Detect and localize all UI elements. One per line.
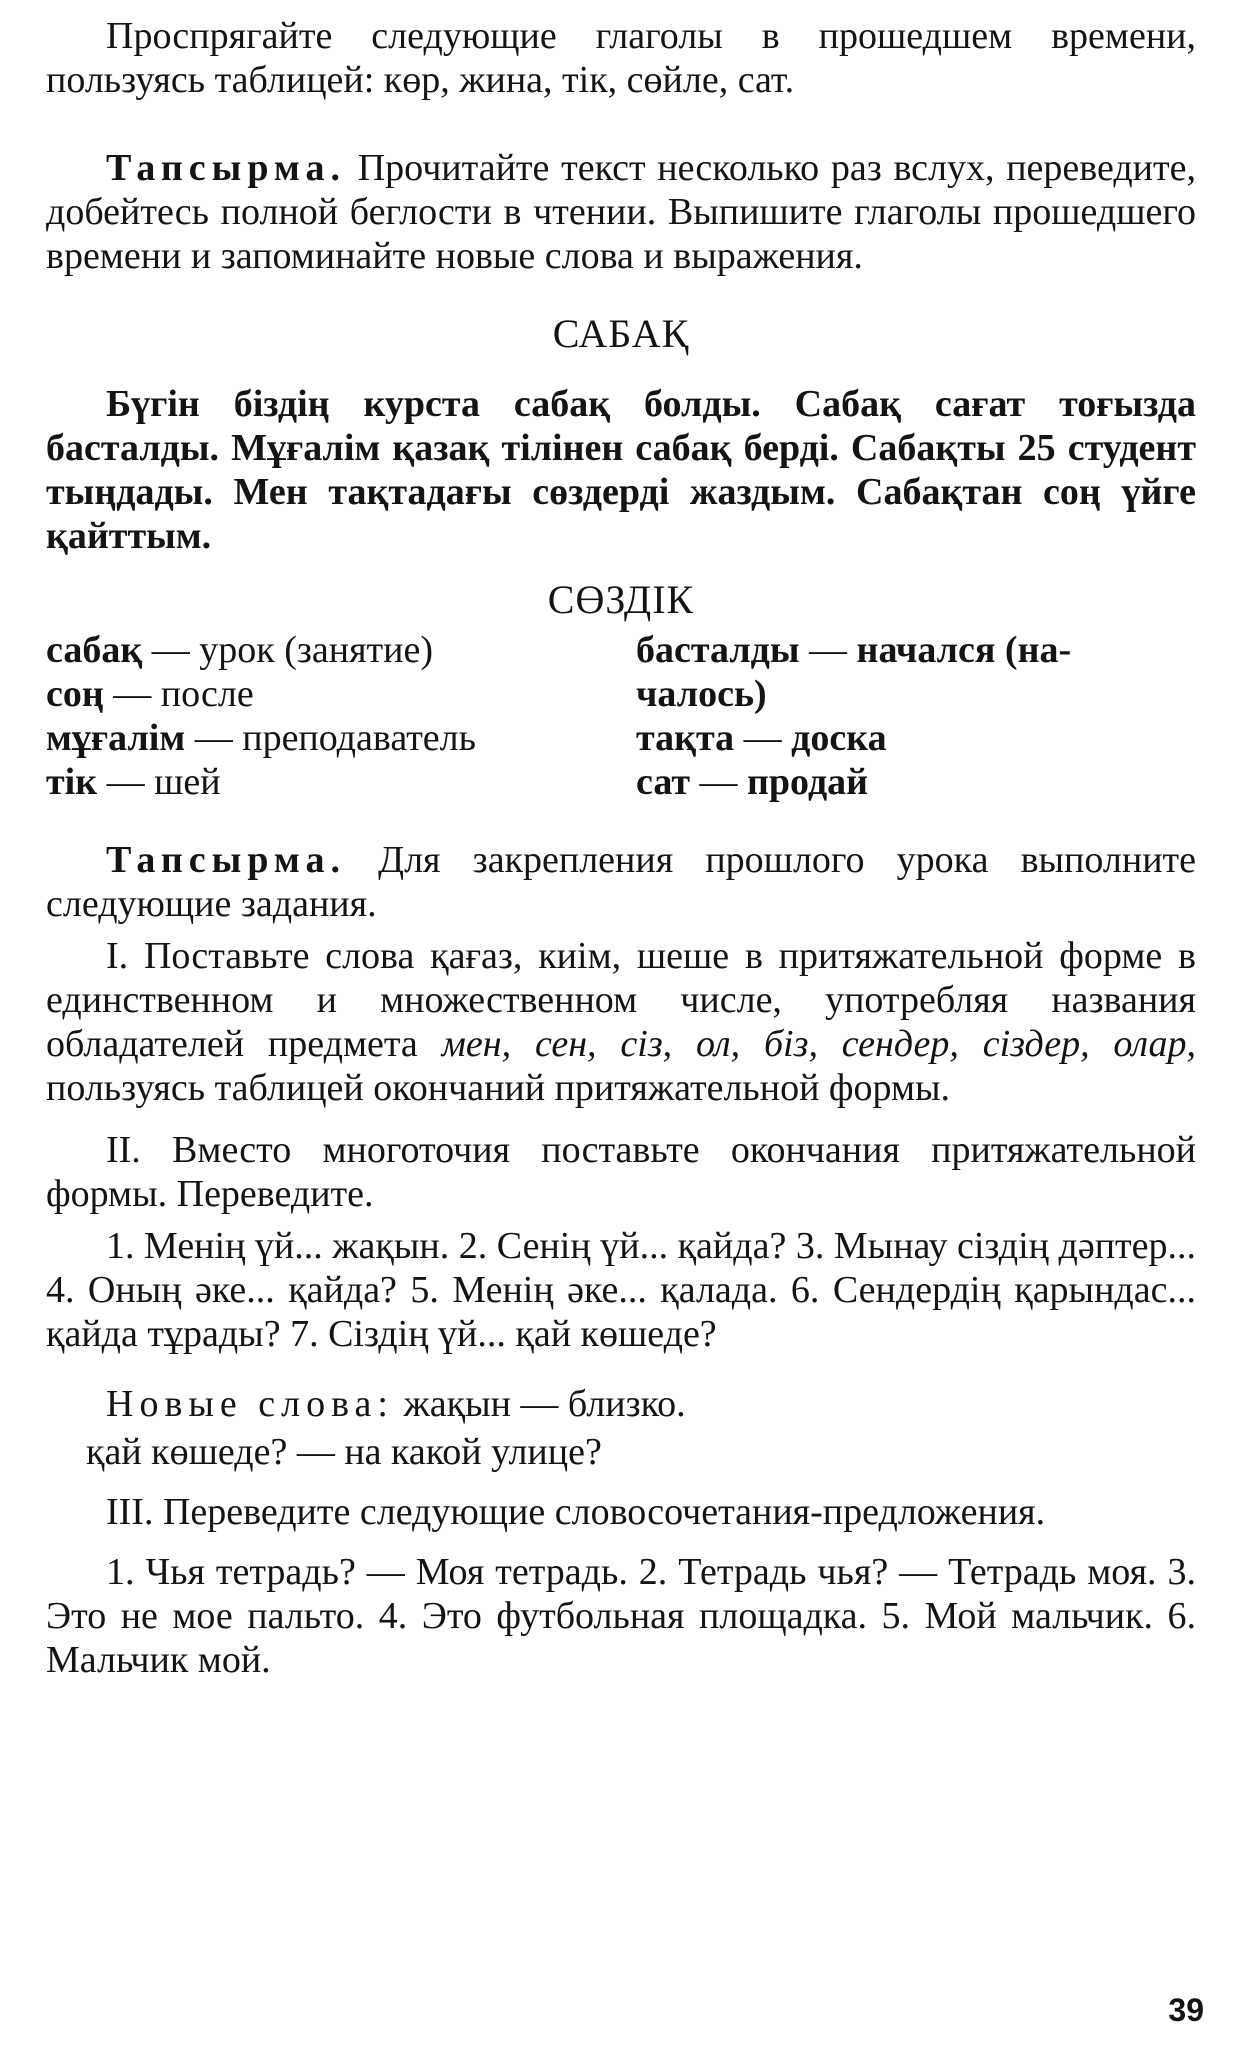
task-2-text: Для закрепления прошлого урока выполните следующие задания. bbox=[46, 839, 1196, 925]
task-2-label: Тапсырма. bbox=[106, 839, 347, 881]
exercise-2-sentences: 1. Менің үй... жақын. 2. Сенің үй... қайда? 3. Мынау сіздің дәптер... 4. Оның әке... қайда? 5. Менің әке... қалада. 6. Сендердің қарындас... қайда тұрады? 7. Сіздің үй... қай көшеде? bbox=[46, 1225, 1196, 1355]
task-1 bbox=[46, 146, 1196, 278]
glossary-entry: мұғалім — преподаватель bbox=[46, 717, 476, 759]
text-body: Бүгін біздің курста сабақ болды. Сабақ сағат тоғызда басталды. Мұғалім қазақ тілінен сабақ берді. Сабақты 25 студент тыңдады. Мен тақтадағы сөздерді жаздым. Сабақтан соң үйге қайттым. bbox=[46, 383, 1196, 557]
textbook-page bbox=[46, 14, 1196, 1682]
task-1-text: Прочитайте текст несколько раз вслух, переведите, добейтесь полной беглости в чтении. Выпишите глаголы прошедшего времени и запоминайте новые слова и выражения. bbox=[46, 147, 1196, 277]
glossary-entry: соң — после bbox=[46, 673, 254, 715]
task-1-label: Тапсырма. bbox=[106, 147, 347, 189]
glossary-entry: сат — продай bbox=[636, 761, 869, 803]
exercise-3-instruction: III. Переведите следующие словосочетания-предложения. bbox=[106, 1491, 1046, 1533]
glossary-title: СӨЗДІК bbox=[547, 577, 695, 622]
new-words: Новые слова: жақын — близко. bbox=[106, 1383, 686, 1425]
pronoun-list: мен, сен, сіз, ол, біз, сендер, сіздер, олар, bbox=[441, 1023, 1196, 1065]
glossary-entry: тақта — доска bbox=[636, 717, 887, 759]
glossary-entry: басталды — начался (на- bbox=[636, 629, 1072, 671]
new-words-line-2: қай көшеде? — на какой улице? bbox=[86, 1431, 602, 1473]
glossary bbox=[46, 628, 1196, 804]
glossary-entry: тік — шей bbox=[46, 761, 221, 803]
text-title: САБАҚ bbox=[552, 311, 690, 356]
exercise-2-instruction: II. Вместо многоточия поставьте окончания притяжательной формы. Переведите. bbox=[46, 1129, 1196, 1215]
exercise-3-sentences: 1. Чья тетрадь? — Моя тетрадь. 2. Тетрадь чья? — Тетрадь моя. 3. Это не мое пальто. 4. Это футбольная площадка. 5. Мой мальчик. 6. Мальчик мой. bbox=[46, 1551, 1196, 1681]
glossary-entry: чалось) bbox=[636, 673, 767, 715]
exercise-1: І. Поставьте слова қағаз, киім, шеше в притяжательной форме в единственном и множественном числе, употребляя названия обладателей предмета мен, сен, сіз, ол, біз, сендер, сіздер, олар, пользуясь таблицей окончаний притяжательной формы. bbox=[46, 935, 1196, 1109]
new-words-label: Новые слова: bbox=[106, 1383, 394, 1425]
glossary-entry: сабақ — урок (занятие) bbox=[46, 629, 434, 671]
intro-paragraph: Проспрягайте следующие глаголы в прошедшем времени, пользуясь таблицей: көр, жина, тік, сөйле, сат. bbox=[46, 15, 1196, 101]
task-2 bbox=[46, 838, 1196, 926]
page-number: 39 bbox=[1168, 1992, 1204, 2028]
